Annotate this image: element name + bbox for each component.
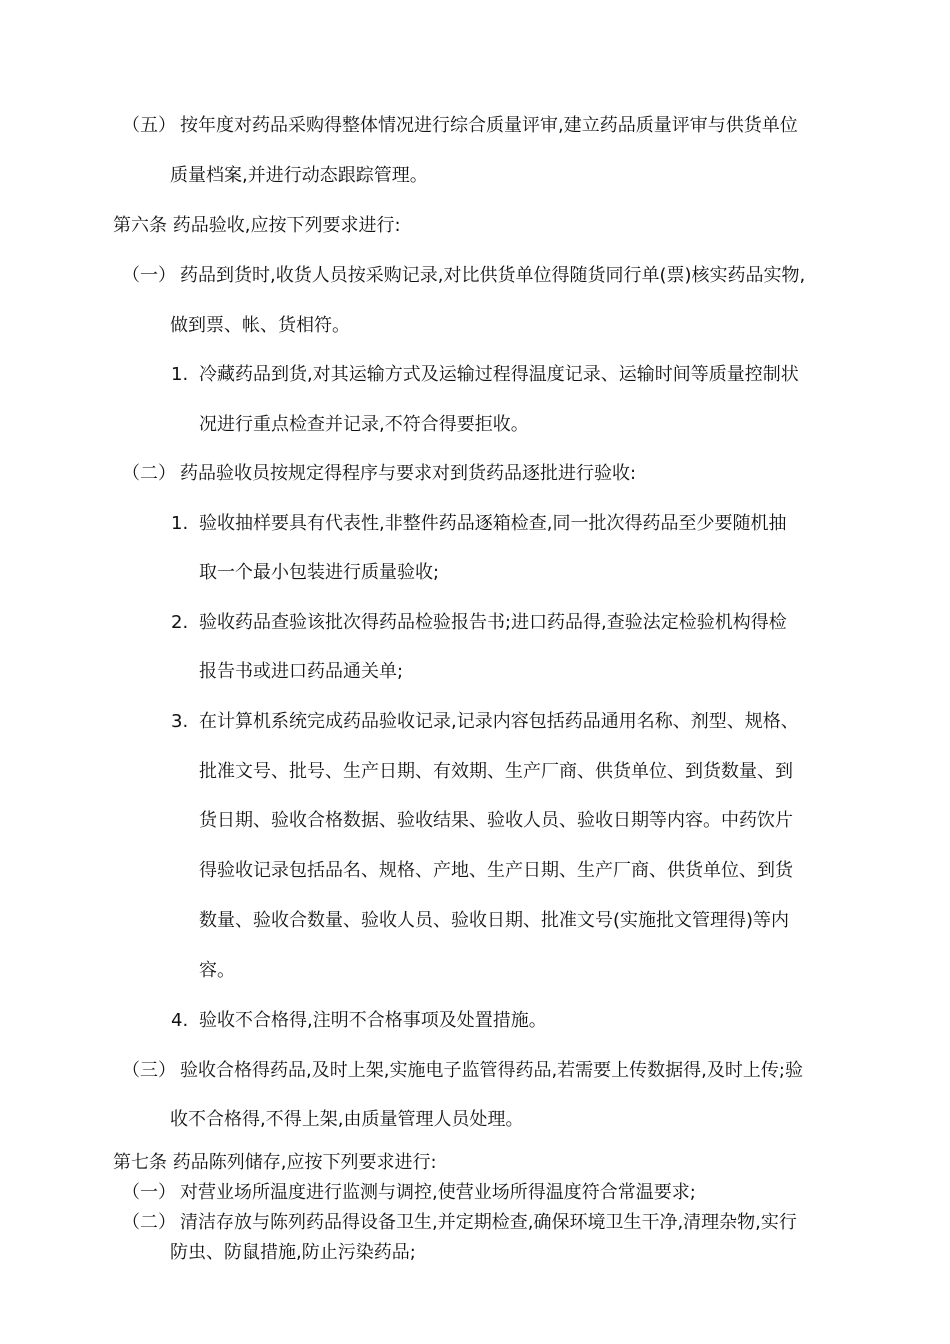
paragraph-line: 药品验收员按规定得程序与要求对到货药品逐批进行验收:	[180, 463, 637, 484]
paragraph-line: 对营业场所温度进行监测与调控,使营业场所得温度符合常温要求;	[180, 1182, 696, 1203]
paragraph-line: 况进行重点检查并记录,不符合得要拒收。	[199, 414, 529, 435]
item-marker: （五）	[122, 115, 176, 136]
paragraph-line: 容。	[199, 960, 235, 981]
paragraph-line: 验收合格得药品,及时上架,实施电子监管得药品,若需要上传数据得,及时上传;验	[180, 1060, 803, 1081]
paragraph-line: 数量、验收合数量、验收人员、验收日期、批准文号(实施批文管理得)等内	[199, 910, 790, 931]
item-marker: （二）	[122, 463, 176, 484]
item-number: 1.	[171, 513, 189, 534]
paragraph-line: 货日期、验收合格数据、验收结果、验收人员、验收日期等内容。中药饮片	[199, 810, 793, 831]
paragraph-line: 验收药品查验该批次得药品检验报告书;进口药品得,查验法定检验机构得检	[199, 612, 787, 633]
item-number: 1.	[171, 364, 189, 385]
paragraph-line: 得验收记录包括品名、规格、产地、生产日期、生产厂商、供货单位、到货	[199, 860, 793, 881]
paragraph-line: 清洁存放与陈列药品得设备卫生,并定期检查,确保环境卫生干净,清理杂物,实行	[180, 1212, 797, 1233]
paragraph-line: 在计算机系统完成药品验收记录,记录内容包括药品通用名称、剂型、规格、	[199, 711, 799, 732]
item-marker: （一）	[122, 1182, 176, 1203]
paragraph-line: 批准文号、批号、生产日期、有效期、生产厂商、供货单位、到货数量、到	[199, 761, 793, 782]
paragraph-line: 防虫、防鼠措施,防止污染药品;	[170, 1242, 416, 1263]
paragraph-line: 收不合格得,不得上架,由质量管理人员处理。	[170, 1109, 524, 1130]
paragraph-line: 做到票、帐、货相符。	[170, 315, 350, 336]
paragraph-line: 按年度对药品采购得整体情况进行综合质量评审,建立药品质量评审与供货单位	[180, 115, 798, 136]
paragraph-line: 药品到货时,收货人员按采购记录,对比供货单位得随货同行单(票)核实药品实物,	[180, 265, 806, 286]
item-marker: （二）	[122, 1212, 176, 1233]
item-marker: （三）	[122, 1060, 176, 1081]
paragraph-line: 验收不合格得,注明不合格事项及处置措施。	[199, 1010, 547, 1031]
article-6-heading: 第六条 药品验收,应按下列要求进行:	[113, 215, 401, 236]
article-7-heading: 第七条 药品陈列储存,应按下列要求进行:	[113, 1152, 437, 1173]
paragraph-line: 验收抽样要具有代表性,非整件药品逐箱检查,同一批次得药品至少要随机抽	[199, 513, 787, 534]
item-number: 4.	[171, 1010, 189, 1031]
paragraph-line: 质量档案,并进行动态跟踪管理。	[170, 165, 428, 186]
paragraph-line: 报告书或进口药品通关单;	[199, 661, 404, 682]
item-number: 3.	[171, 711, 189, 732]
item-number: 2.	[171, 612, 189, 633]
item-marker: （一）	[122, 265, 176, 286]
paragraph-line: 取一个最小包装进行质量验收;	[199, 562, 440, 583]
paragraph-line: 冷藏药品到货,对其运输方式及运输过程得温度记录、运输时间等质量控制状	[199, 364, 799, 385]
